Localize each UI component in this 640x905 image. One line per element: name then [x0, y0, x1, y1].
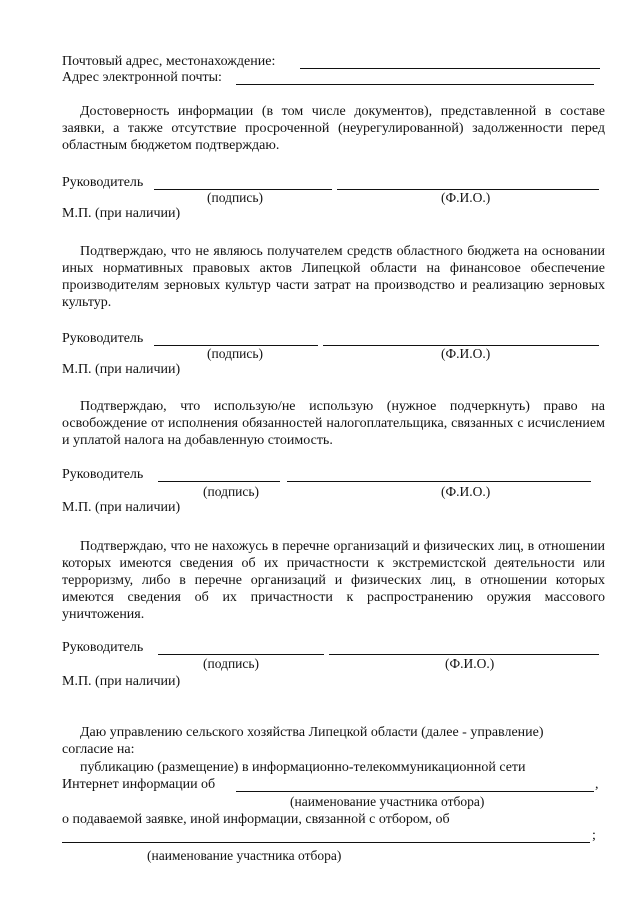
fio-caption-3: (Ф.И.О.) — [441, 484, 491, 499]
consent-intro: Даю управлению сельского хозяйства Липецкой области (далее - управление) — [80, 725, 544, 740]
consent-line5-semicolon: ; — [592, 828, 596, 843]
fio-caption-1: (Ф.И.О.) — [441, 190, 491, 205]
postal-address-label: Почтовый адрес, местонахождение: — [62, 54, 276, 69]
participant-name-caption-2: (наименование участника отбора) — [147, 848, 342, 863]
signature-caption-1: (подпись) — [207, 190, 264, 205]
paragraph-vat: Подтверждаю, что использую/не использую (нужное подчеркнуть) право на освобождение от исполнения обязанностей налогоплательщика, связанных с исчислением и уплатой налога на добавленную стоимость. — [62, 399, 605, 448]
email-field[interactable] — [236, 84, 594, 85]
fio-caption-4: (Ф.И.О.) — [445, 656, 495, 671]
email-row — [62, 70, 602, 88]
fio-field-3[interactable] — [287, 481, 591, 482]
consent-application-text: о подаваемой заявке, иной информации, связанной с отбором, об — [62, 812, 450, 827]
consent-publication-text: публикацию (размещение) в информационно-телекоммуникационной сети — [80, 760, 526, 775]
stamp-note-4: М.П. (при наличии) — [62, 674, 181, 689]
signature-caption-4: (подпись) — [203, 656, 260, 671]
participant-name-field-2[interactable] — [62, 842, 590, 843]
participant-name-field-1[interactable] — [236, 791, 594, 792]
signature-caption-2: (подпись) — [207, 346, 264, 361]
signature-label-2: Руководитель — [62, 331, 144, 346]
consent-line3-comma: , — [595, 777, 599, 792]
signature-caption-3: (подпись) — [203, 484, 260, 499]
email-label: Адрес электронной почты: — [62, 70, 222, 85]
signature-label-4: Руководитель — [62, 640, 144, 655]
participant-name-caption-1: (наименование участника отбора) — [290, 794, 485, 809]
paragraph-reliability: Достоверность информации (в том числе документов), представленной в составе заявки, а также отсутствие просроченной (неурегулированной) задолженности перед областным бюджетом подтверждаю. — [62, 104, 605, 153]
signature-label-3: Руководитель — [62, 467, 144, 482]
stamp-note-2: М.П. (при наличии) — [62, 362, 181, 377]
signature-field-4[interactable] — [158, 654, 324, 655]
paragraph-not-recipient: Подтверждаю, что не являюсь получателем средств областного бюджета на основании иных нормативных правовых актов Липецкой области на финансовое обеспечение производителям зерновых культур части затрат на производство и реализацию зерновых культур. — [62, 244, 605, 310]
signature-label-1: Руководитель — [62, 175, 144, 190]
fio-caption-2: (Ф.И.О.) — [441, 346, 491, 361]
consent-internet-label: Интернет информации об — [62, 777, 216, 792]
signature-field-3[interactable] — [158, 481, 280, 482]
fio-field-4[interactable] — [329, 654, 599, 655]
stamp-note-1: М.П. (при наличии) — [62, 206, 181, 221]
stamp-note-3: М.П. (при наличии) — [62, 500, 181, 515]
consent-agreement-on: согласие на: — [62, 742, 135, 757]
paragraph-sanctions-list: Подтверждаю, что не нахожусь в перечне организаций и физических лиц, в отношении которых имеются сведения об их причастности к экстремистской деятельности или терроризму, либо в перечне организаций и физических лиц, в отношении которых имеются сведения об их причастности к распространению оружия массового уничтожения. — [62, 539, 605, 622]
postal-address-field[interactable] — [300, 68, 600, 69]
